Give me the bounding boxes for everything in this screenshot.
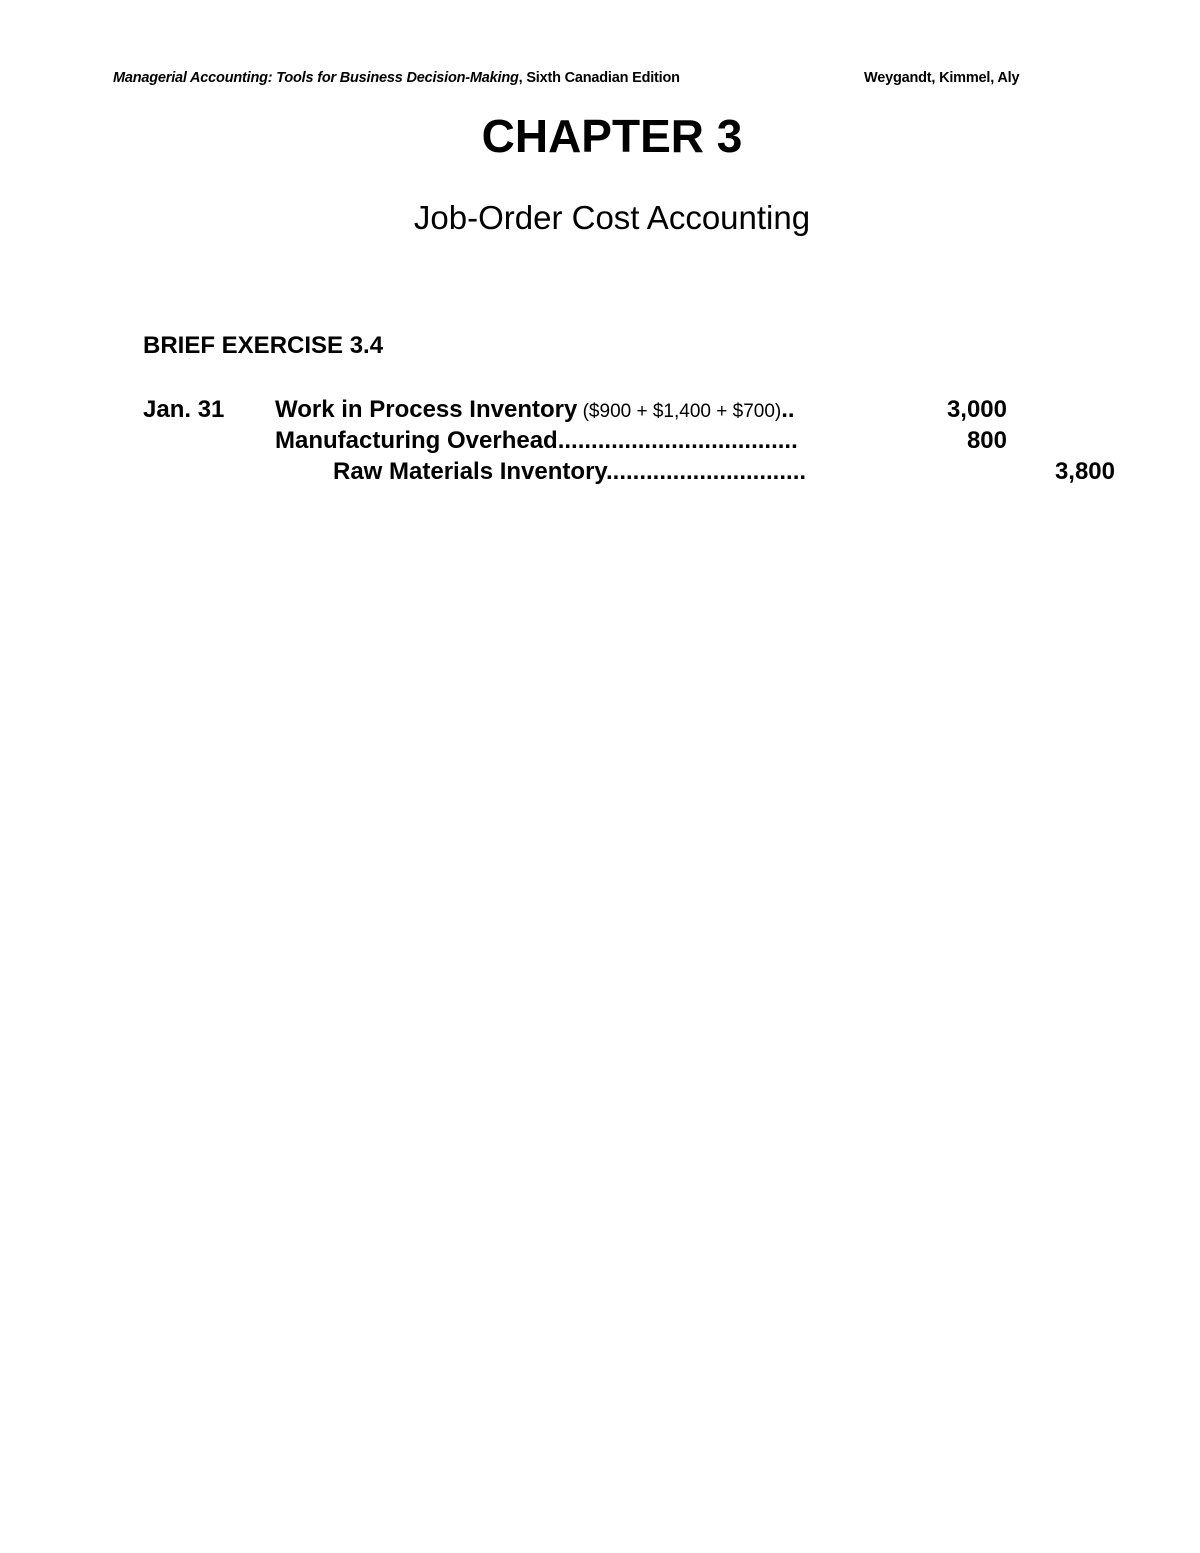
chapter-subtitle: Job-Order Cost Accounting bbox=[413, 199, 811, 236]
dot-leader: .................................... bbox=[557, 427, 798, 454]
debit-amount: 800 bbox=[966, 427, 1007, 454]
dot-leader: .............................. bbox=[605, 458, 807, 485]
book-title: Managerial Accounting: Tools for Business Decision-Making bbox=[113, 70, 519, 86]
journal-entry-line bbox=[0, 456, 1200, 487]
book-edition: , Sixth Canadian Edition bbox=[518, 70, 680, 86]
journal-entry-line bbox=[0, 425, 1200, 456]
debit-amount: 3,000 bbox=[946, 396, 1007, 423]
dot-leader: .. bbox=[781, 396, 795, 423]
chapter-title: CHAPTER 3 bbox=[481, 110, 743, 162]
journal-entry-line bbox=[0, 394, 1200, 425]
entry-date: Jan. 31 bbox=[143, 396, 225, 423]
account-name: Work in Process Inventory bbox=[275, 396, 578, 423]
credit-amount: 3,800 bbox=[1054, 458, 1115, 485]
account-name: Manufacturing Overhead bbox=[275, 427, 558, 454]
running-header-book bbox=[113, 70, 680, 86]
credit-account bbox=[333, 456, 890, 487]
amount-calculation: ($900 + $1,400 + $700) bbox=[577, 401, 782, 422]
account-name: Raw Materials Inventory bbox=[333, 458, 606, 485]
running-header-authors: Weygandt, Kimmel, Aly bbox=[864, 70, 1020, 86]
debit-account bbox=[275, 425, 890, 456]
exercise-heading: BRIEF EXERCISE 3.4 bbox=[143, 332, 384, 359]
debit-account bbox=[275, 394, 890, 427]
